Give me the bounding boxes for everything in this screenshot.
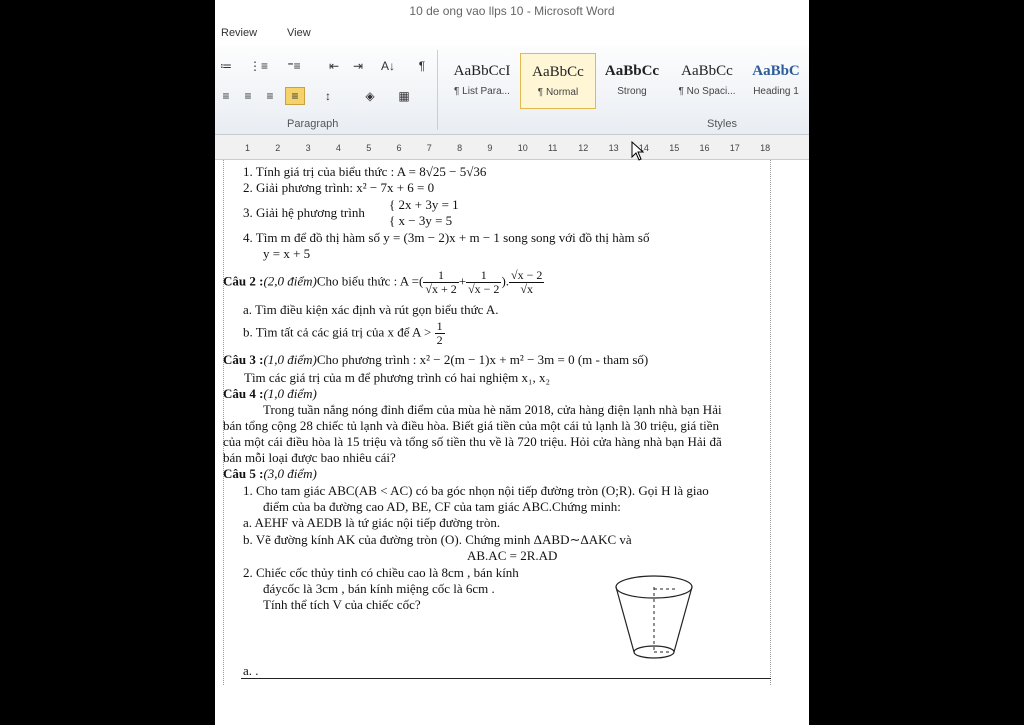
word-window [215, 0, 809, 725]
justify-icon[interactable]: ≡ [285, 87, 305, 105]
window-title: 10 de ong vao llps 10 - Microsoft Word [409, 4, 615, 18]
style-heading-1[interactable]: AaBbC Heading 1 [752, 63, 800, 97]
q1-system-eq-2: { x − 3y = 5 [389, 213, 453, 228]
group-separator [437, 50, 438, 130]
show-marks-icon[interactable]: ¶ [418, 59, 426, 73]
q2-fraction-1: $\frac{1}{√x + 2}$ [425, 268, 457, 296]
q1-item-3: 3. Giải hệ phương trình [243, 205, 365, 220]
line-spacing-icon[interactable]: ↕ [325, 89, 331, 103]
q3-line: Câu 3 :(1,0 điểm)Cho phương trình : x² − 2(m − 1)x + m² − 3m = 0 (m - tham số) [223, 352, 649, 367]
q1-item-4: 4. Tìm m để đồ thị hàm số y = (3m − 2)x + m − 1 song song với đồ thị hàm số [243, 230, 650, 245]
ruler-tick: 18 [760, 143, 771, 153]
tab-review[interactable]: Review [221, 27, 258, 39]
bullets-icon[interactable]: ≔ [220, 59, 232, 73]
align-center-icon[interactable]: ≡ [244, 89, 252, 103]
q2-line: Câu 2 :(2,0 điểm)Cho biểu thức : A =( $\frac{1}{√x + 2}$ + $\frac{1}{√x - 2}$ ). $\frac{√x - 2}{√x}$ [223, 268, 543, 296]
q5-heading: Câu 5 :(3,0 điểm) [223, 466, 317, 481]
ruler-tick: 1 [245, 143, 251, 153]
q5-item-2-cont: đáycốc là 3cm , bán kính miệng cốc là 6cm . [263, 581, 495, 596]
page-bottom-rule [241, 678, 771, 679]
q4-line-1: Trong tuần nắng nóng đỉnh điểm của mùa hè năm 2018, cửa hàng điện lạnh nhà bạn Hải [263, 402, 722, 417]
q2-part-b: b. Tìm tất cả các giá trị của x để A > $\frac{1}{2}$ [243, 319, 443, 347]
q3-line-2: Tìm các giá trị của m để phương trình có hai nghiệm x₁, x₂ [244, 370, 551, 385]
title-bar [215, 0, 809, 22]
right-margin-line [770, 160, 772, 685]
multilevel-list-icon[interactable]: ⁼≡ [287, 59, 301, 73]
q2-fraction-2: $\frac{1}{√x - 2}$ [468, 268, 500, 296]
style-list-paragraph[interactable]: AaBbCcI ¶ List Para... [453, 63, 511, 97]
numbering-icon[interactable]: ⋮≡ [249, 59, 269, 73]
ruler-tick: 17 [729, 143, 740, 153]
q2-part-a: a. Tìm điều kiện xác định và rút gọn biểu thức A. [243, 302, 499, 317]
ruler-tick: 16 [699, 143, 710, 153]
q1-system-eq-1: { 2x + 3y = 1 [389, 197, 459, 212]
styles-group-label: Styles [707, 118, 737, 130]
q5-part-b: b. Vẽ đường kính AK của đường tròn (O). Chứng minh ΔABD∼ΔAKC và [243, 532, 632, 547]
ruler-tick: 5 [366, 143, 372, 153]
ruler-tick: 2 [275, 143, 281, 153]
mouse-pointer-icon [631, 141, 645, 161]
ruler-tick: 6 [396, 143, 402, 153]
q1-item-1: 1. Tính giá trị của biểu thức : A = 8√25 − 5√36 [243, 164, 487, 179]
q5-item-1: 1. Cho tam giác ABC(AB < AC) có ba góc nhọn nội tiếp đường tròn (O;R). Gọi H là giao [243, 483, 709, 498]
ruler-tick: 9 [487, 143, 493, 153]
document-area[interactable] [215, 160, 809, 725]
ruler-tick: 3 [305, 143, 311, 153]
ruler-tick: 8 [457, 143, 463, 153]
ruler-tick: 12 [578, 143, 589, 153]
ruler-tick: 15 [669, 143, 680, 153]
increase-indent-icon[interactable]: ⇥ [352, 59, 364, 73]
ribbon [215, 46, 809, 135]
shading-icon[interactable]: ◈ [365, 89, 375, 103]
q2-fraction-3: $\frac{√x - 2}{√x}$ [511, 268, 543, 296]
align-left-icon[interactable]: ≡ [222, 89, 230, 103]
decrease-indent-icon[interactable]: ⇤ [328, 59, 340, 73]
sort-icon[interactable]: A↓ [380, 59, 395, 73]
q5-trailing-item: a. . [243, 663, 259, 678]
ruler-tick: 11 [548, 143, 558, 153]
q4-line-3: của một cái điều hòa là 15 triệu và tổng số tiền thu về là 720 triệu. Hỏi cửa hàng nhà bạn Hải đã [223, 434, 722, 449]
ruler-tick: 13 [608, 143, 619, 153]
q5-item-2-question: Tính thể tích V của chiếc cốc? [263, 597, 421, 612]
style-no-spacing[interactable]: AaBbCc ¶ No Spaci... [678, 63, 736, 97]
tab-view[interactable]: View [287, 27, 311, 39]
ruler-tick: 4 [335, 143, 341, 153]
q5-part-a: a. AEHF và AEDB là tứ giác nội tiếp đường tròn. [243, 515, 501, 530]
q4-line-2: bán tổng cộng 28 chiếc tủ lạnh và điều hòa. Biết giá tiền của một cái tủ lạnh là 30 triệu, giá tiền [223, 418, 720, 433]
q2-fraction-half: $\frac{1}{2}$ [436, 319, 443, 347]
align-right-icon[interactable]: ≡ [266, 89, 274, 103]
q1-item-2: 2. Giải phương trình: x² − 7x + 6 = 0 [243, 180, 435, 195]
borders-icon[interactable]: ▦ [398, 89, 410, 103]
q4-heading: Câu 4 :(1,0 điểm) [223, 386, 317, 401]
ruler-tick: 10 [517, 143, 528, 153]
horizontal-ruler[interactable] [215, 135, 809, 160]
q5-part-b-eq: AB.AC = 2R.AD [467, 548, 558, 563]
style-normal[interactable]: AaBbCc ¶ Normal [520, 53, 596, 109]
ruler-tick: 7 [426, 143, 432, 153]
q5-item-2: 2. Chiếc cốc thủy tinh có chiều cao là 8cm , bán kính [243, 565, 519, 580]
ruler-tick: 14 [638, 143, 649, 153]
style-strong[interactable]: AaBbCc Strong [604, 63, 660, 97]
q1-item-4-cont: y = x + 5 [263, 246, 311, 261]
glass-cup-figure [611, 572, 697, 664]
q5-item-1-cont: điểm của ba đường cao AD, BE, CF của tam giác ABC.Chứng minh: [263, 499, 621, 514]
paragraph-group-label: Paragraph [287, 118, 339, 130]
q4-line-4: bán mỗi loại được bao nhiêu cái? [223, 450, 396, 465]
ribbon-tabs [215, 22, 809, 46]
